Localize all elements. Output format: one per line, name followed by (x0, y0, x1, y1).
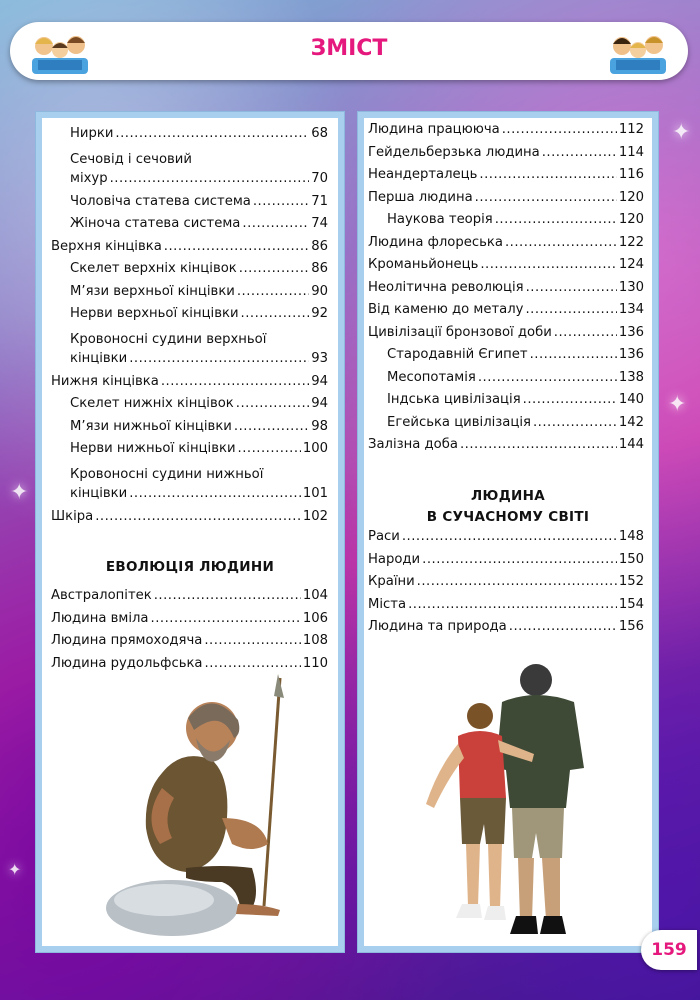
toc-entry-page: 120 (618, 189, 644, 205)
toc-entry-label: Чоловіча статева система (70, 193, 251, 209)
toc-leader-dots (161, 374, 309, 389)
sparkle-icon: ✦ (672, 120, 691, 145)
toc-entry-label[interactable]: Кровоносні судини нижньої (70, 466, 264, 482)
toc-entry-label: Людина прямоходяча (51, 633, 203, 648)
toc-panel-right (358, 112, 658, 952)
toc-entry-page: 134 (618, 302, 644, 317)
toc-entry-label[interactable]: Сечовід і сечовий (70, 151, 192, 167)
toc-leader-dots (523, 392, 617, 407)
toc-entry[interactable] (368, 257, 644, 280)
toc-leader-dots (129, 351, 309, 366)
toc-entry-label: Скелет нижніх кінцівок (70, 396, 234, 411)
toc-entry-label: Раси (368, 529, 400, 544)
toc-leader-dots (422, 552, 617, 567)
toc-entry-page: 93 (311, 351, 328, 366)
toc-entry-page: 108 (302, 633, 328, 648)
toc-entry-label: Країни (368, 574, 415, 589)
toc-entry-page: 144 (618, 437, 644, 452)
toc-leader-dots (554, 325, 617, 340)
toc-entry[interactable] (368, 619, 644, 642)
toc-leader-dots (110, 171, 310, 186)
toc-entry-label: Нирки (70, 126, 114, 141)
toc-entry-label: Неолітична революція (368, 279, 524, 295)
toc-entry[interactable] (51, 374, 328, 397)
toc-entry-page: 110 (302, 655, 328, 671)
toc-entry-label: кінцівки (70, 351, 128, 366)
toc-entry-label: Людина працююча (368, 122, 500, 137)
section-heading: ЕВОЛЮЦІЯ ЛЮДИНИ (105, 559, 275, 575)
toc-entry-label: Людина вміла (51, 610, 149, 626)
toc-leader-dots (417, 574, 617, 589)
toc-entry[interactable] (51, 611, 328, 634)
toc-leader-dots (234, 419, 309, 434)
toc-entry-page: 102 (302, 508, 328, 524)
toc-entry[interactable] (51, 284, 328, 307)
toc-panel-left (36, 112, 344, 952)
toc-leader-dots (460, 437, 617, 452)
toc-entry[interactable] (368, 280, 644, 303)
toc-entry[interactable] (368, 415, 644, 438)
toc-entry[interactable] (368, 145, 644, 168)
toc-entry-page: 101 (302, 486, 328, 501)
toc-entry[interactable] (51, 486, 328, 509)
toc-entry-page: 142 (618, 414, 644, 430)
toc-entry-label: Нижня кінцівка (51, 373, 159, 389)
toc-entry-page: 68 (311, 126, 328, 141)
section-heading-line: В СУЧАСНОМУ СВІТІ (426, 509, 590, 525)
children-photo-icon (610, 30, 666, 74)
toc-leader-dots (402, 529, 617, 544)
toc-entry[interactable] (368, 212, 644, 235)
sparkle-icon: ✦ (668, 392, 687, 417)
toc-entry-page: 98 (311, 418, 328, 434)
toc-entry[interactable] (368, 235, 644, 258)
toc-leader-dots (533, 415, 617, 430)
toc-entry-label: Нерви верхньої кінцівки (70, 306, 239, 321)
toc-entry-label: Кроманьйонець (368, 257, 479, 272)
toc-entry-page: 92 (311, 306, 328, 321)
toc-leader-dots (238, 441, 301, 456)
toc-leader-dots (164, 239, 309, 254)
toc-entry[interactable] (368, 529, 644, 552)
toc-leader-dots (502, 122, 617, 137)
toc-entry-page: 136 (618, 347, 644, 362)
toc-entry-page: 74 (311, 216, 328, 231)
toc-leader-dots (525, 302, 616, 317)
toc-entry-label: М’язи верхньої кінцівки (70, 283, 235, 299)
toc-entry-page: 148 (618, 529, 644, 544)
toc-entry[interactable] (51, 633, 328, 656)
toc-leader-dots (237, 284, 309, 299)
toc-entry-label: Людина та природа (368, 619, 507, 634)
toc-entry-page: 90 (311, 283, 328, 299)
toc-entry-label: Народи (368, 551, 421, 567)
toc-entry-page: 138 (618, 369, 644, 385)
toc-entry-label: Австралопітек (51, 588, 152, 603)
toc-entry[interactable] (368, 347, 644, 370)
toc-entry[interactable] (51, 261, 328, 284)
toc-entry-page: 154 (618, 596, 644, 612)
toc-entry[interactable] (51, 419, 328, 442)
toc-entry[interactable] (368, 325, 644, 348)
toc-entry-label: Наукова теорія (387, 212, 493, 227)
toc-entry-page: 116 (618, 167, 644, 182)
toc-leader-dots (151, 611, 301, 626)
toc-entry-label: Стародавній Єгипет (387, 347, 528, 362)
toc-entry[interactable] (368, 597, 644, 620)
toc-entry-label: Цивілізації бронзової доби (368, 324, 552, 340)
toc-entry[interactable] (368, 302, 644, 325)
toc-entry[interactable] (368, 574, 644, 597)
toc-leader-dots (526, 280, 617, 295)
toc-entry[interactable] (368, 392, 644, 415)
toc-entry-page: 150 (618, 551, 644, 567)
section-heading (364, 486, 652, 528)
toc-entry-label: Міста (368, 596, 407, 612)
toc-entry-page: 106 (302, 610, 328, 626)
toc-leader-dots (478, 370, 617, 385)
toc-leader-dots (479, 167, 616, 182)
toc-entry-page: 112 (618, 122, 644, 137)
toc-entry-page: 120 (618, 212, 644, 227)
toc-leader-dots (505, 235, 617, 250)
page-title: ЗМІСТ (310, 36, 388, 61)
toc-entry-label: кінцівки (70, 486, 128, 501)
toc-entry-page: 124 (618, 257, 644, 272)
page-number: 159 (641, 930, 697, 970)
toc-entry[interactable] (51, 239, 328, 262)
section-heading-line: ЛЮДИНА (471, 488, 545, 504)
toc-entry-label: Шкіра (51, 508, 94, 524)
toc-entry-label: Залізна доба (368, 437, 458, 452)
toc-list (51, 126, 328, 531)
toc-entry[interactable] (368, 552, 644, 575)
toc-leader-dots (253, 194, 309, 209)
toc-entry-page: 114 (618, 144, 644, 160)
toc-leader-dots (239, 261, 309, 276)
toc-entry-page: 104 (302, 588, 328, 603)
toc-entry-label: Людина рудольфська (51, 655, 203, 671)
toc-entry[interactable] (51, 509, 328, 532)
toc-entry-label: Гейдельберзька людина (368, 144, 540, 160)
toc-entry-page: 94 (311, 373, 328, 389)
toc-entry-label: Індська цивілізація (387, 392, 521, 407)
toc-entry-page: 86 (311, 261, 328, 276)
toc-entry-label: Перша людина (368, 189, 473, 205)
toc-leader-dots (408, 597, 617, 612)
toc-entry-label: Месопотамія (387, 369, 476, 385)
toc-entry-label: Верхня кінцівка (51, 238, 162, 254)
toc-entry-label: міхур (70, 171, 108, 186)
toc-entry[interactable] (51, 216, 328, 239)
father-and-son-illustration (414, 658, 594, 948)
toc-entry-label: Скелет верхніх кінцівок (70, 261, 237, 276)
toc-entry-label: Егейська цивілізація (387, 414, 531, 430)
sparkle-icon: ✦ (8, 860, 22, 879)
toc-leader-dots (530, 347, 617, 362)
toc-leader-dots (236, 396, 309, 411)
toc-entry[interactable] (368, 437, 644, 460)
toc-entry[interactable] (51, 126, 328, 149)
toc-list (368, 122, 644, 460)
toc-entry-page: 71 (311, 193, 328, 209)
toc-entry[interactable] (51, 588, 328, 611)
toc-entry[interactable] (51, 171, 328, 194)
toc-list (368, 529, 644, 642)
toc-leader-dots (204, 633, 300, 648)
toc-leader-dots (509, 619, 617, 634)
toc-entry-label: Людина флореська (368, 234, 503, 250)
toc-entry-page: 130 (618, 279, 644, 295)
toc-leader-dots (241, 306, 310, 321)
toc-entry[interactable] (51, 351, 328, 374)
toc-entry-label: Жіноча статева система (70, 216, 241, 231)
toc-entry-label: Нерви нижньої кінцівки (70, 441, 236, 456)
toc-entry-label: Неандерталець (368, 167, 478, 182)
page-header (10, 22, 688, 80)
toc-entry-page: 156 (618, 619, 644, 634)
toc-leader-dots (480, 257, 616, 272)
toc-leader-dots (115, 126, 309, 141)
toc-leader-dots (154, 588, 301, 603)
toc-leader-dots (242, 216, 309, 231)
toc-leader-dots (475, 190, 617, 205)
toc-leader-dots (129, 486, 301, 501)
toc-entry[interactable] (51, 396, 328, 419)
toc-entry-page: 122 (618, 234, 644, 250)
toc-entry[interactable] (368, 167, 644, 190)
toc-entry-page: 152 (618, 574, 644, 589)
toc-entry-label: Від каменю до металу (368, 302, 524, 317)
toc-leader-dots (542, 145, 617, 160)
neanderthal-illustration (102, 668, 302, 938)
toc-entry-page: 70 (311, 171, 328, 186)
toc-entry-page: 94 (311, 396, 328, 411)
toc-entry[interactable] (51, 194, 328, 217)
toc-leader-dots (495, 212, 617, 227)
toc-list (51, 588, 328, 678)
toc-entry-page: 140 (618, 392, 644, 407)
toc-entry-page: 100 (302, 441, 328, 456)
sparkle-icon: ✦ (10, 480, 29, 505)
toc-entry[interactable] (368, 370, 644, 393)
toc-entry-page: 136 (618, 324, 644, 340)
toc-entry[interactable] (51, 441, 328, 464)
toc-entry[interactable] (368, 122, 644, 145)
toc-entry-label: М’язи нижньої кінцівки (70, 418, 232, 434)
toc-entry[interactable] (51, 306, 328, 329)
toc-leader-dots (95, 509, 301, 524)
toc-entry-page: 86 (311, 238, 328, 254)
toc-entry[interactable] (368, 190, 644, 213)
toc-entry-label[interactable]: Кровоносні судини верхньої (70, 331, 267, 347)
